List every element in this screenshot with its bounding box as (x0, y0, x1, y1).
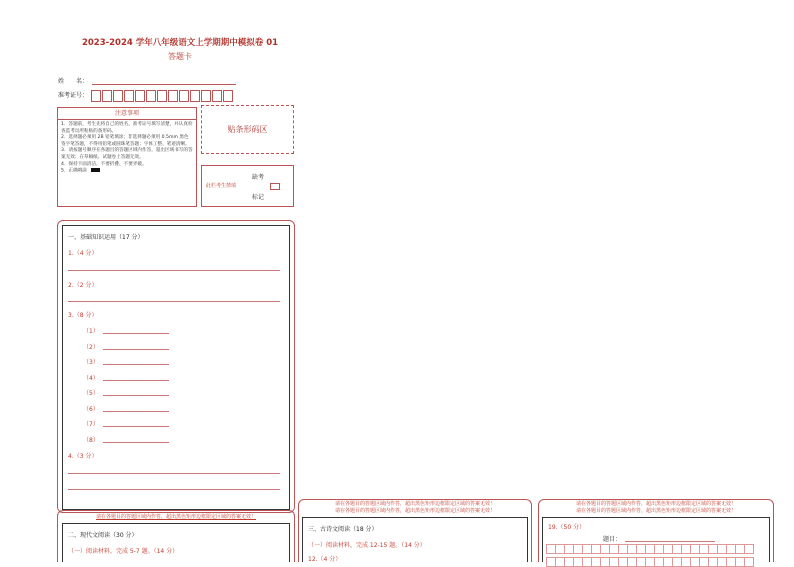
out-of-area-warning: 请在各题目的答题区域内作答，超出黑色矩形边框限定区域的答案无效！ (68, 514, 284, 520)
out-of-area-warning: 请在各题目的答题区域内作答，超出黑色矩形边框限定区域的答案无效！ (546, 508, 766, 514)
q3-sub-label: （6） (83, 406, 99, 413)
barcode-area: 贴条形码区 (201, 105, 294, 154)
q3-sub-label: （4） (83, 375, 99, 382)
section1-heading: 一、基础知识运用（17 分） (68, 234, 144, 241)
q19-label: 19.（50 分） (548, 524, 586, 531)
note-item: 1．答题前，考生先将自己的姓名，准考证号填写清楚，并认真检查监考员所粘贴的条形码。 (61, 122, 193, 134)
q3-sub-label: （1） (83, 328, 99, 335)
out-of-area-warning: 请在各题目的答题区域内作答，超出黑色矩形边框限定区域的答案无效！ (306, 501, 524, 507)
note-item: 5．正确填涂 (61, 168, 193, 175)
section1-answer-area (62, 225, 290, 510)
id-number-boxes[interactable] (91, 87, 234, 106)
q3-sub-answer-line[interactable] (103, 364, 169, 365)
note-item: 3．请按题号顺序在各题目的答题区域内作答，超出区域书写的答案无效；在草稿纸、试题卷上答题无效。 (61, 148, 193, 160)
q3-sub-answer-line[interactable] (103, 411, 169, 412)
q3-sub-label: （3） (83, 359, 99, 366)
essay-answer-area (542, 517, 770, 562)
absent-label: 缺考 (252, 174, 265, 181)
q2-answer-line[interactable] (68, 301, 280, 302)
q12-label: 12.（4 分） (308, 556, 342, 563)
q3-sub-label: （5） (83, 390, 99, 397)
q3-label: 3.（8 分） (68, 312, 98, 319)
absent-forbidden-label: 此栏考生禁填 (206, 183, 237, 189)
section3-heading: 三、古诗文阅读（18 分） (308, 526, 378, 533)
q3-sub-answer-line[interactable] (103, 426, 169, 427)
essay-grid[interactable] (546, 544, 754, 567)
q4-label: 4.（3 分） (68, 453, 98, 460)
section2-sub-heading: （一）阅读材料，完成 5-7 题。（14 分） (68, 548, 179, 555)
q4-answer-line[interactable] (68, 489, 280, 490)
section3-sub-heading: （一）阅读材料，完成 12-15 题。（14 分） (308, 542, 426, 549)
q3-sub-answer-line[interactable] (103, 380, 169, 381)
section2-answer-area (62, 523, 290, 562)
name-field[interactable] (92, 84, 236, 85)
note-item: 4．保持卡面清洁，不要折叠、不要弄破。 (61, 161, 147, 167)
q3-sub-answer-line[interactable] (103, 442, 169, 443)
q3-sub-answer-line[interactable] (103, 395, 169, 396)
absent-checkbox[interactable] (270, 183, 280, 190)
q3-sub-label: （2） (83, 344, 99, 351)
filled-mark-sample (91, 168, 100, 172)
q3-sub-answer-line[interactable] (103, 349, 169, 350)
absent-box (201, 165, 294, 207)
answer-sheet-subtitle: 答题卡 (168, 52, 192, 61)
q1-label: 1.（4 分） (68, 250, 98, 257)
q4-answer-line[interactable] (68, 473, 280, 474)
name-label: 姓 名： (58, 78, 89, 85)
q3-sub-label: （8） (83, 437, 99, 444)
out-of-area-warning: 请在各题目的答题区域内作答，超出黑色矩形边框限定区域的答案无效！ (306, 508, 524, 514)
exam-title: 2023-2024 学年八年级语文上学期期中模拟卷 01 (81, 38, 279, 48)
q2-label: 2.（2 分） (68, 282, 98, 289)
q3-sub-answer-line[interactable] (103, 333, 169, 334)
absent-mark-label: 标记 (252, 194, 265, 201)
essay-topic-label: 题目： (603, 536, 622, 543)
id-label: 准考证号： (58, 92, 89, 99)
notes-box (57, 107, 197, 207)
note-item: 2．选择题必须用 2B 铅笔填涂；非选择题必须用 0.5mm 黑色签字笔答题，不得用铅笔或圆珠笔答题；字体工整、笔迹清晰。 (61, 135, 190, 147)
section2-heading: 二、现代文阅读（30 分） (68, 532, 138, 539)
notes-heading: 注意事项 (58, 108, 196, 120)
q3-sub-label: （7） (83, 421, 99, 428)
essay-topic-line[interactable] (625, 541, 715, 542)
out-of-area-warning: 请在各题目的答题区域内作答，超出黑色矩形边框限定区域的答案无效！ (546, 501, 766, 507)
q1-answer-line[interactable] (68, 270, 280, 271)
section3-answer-area (302, 517, 528, 562)
